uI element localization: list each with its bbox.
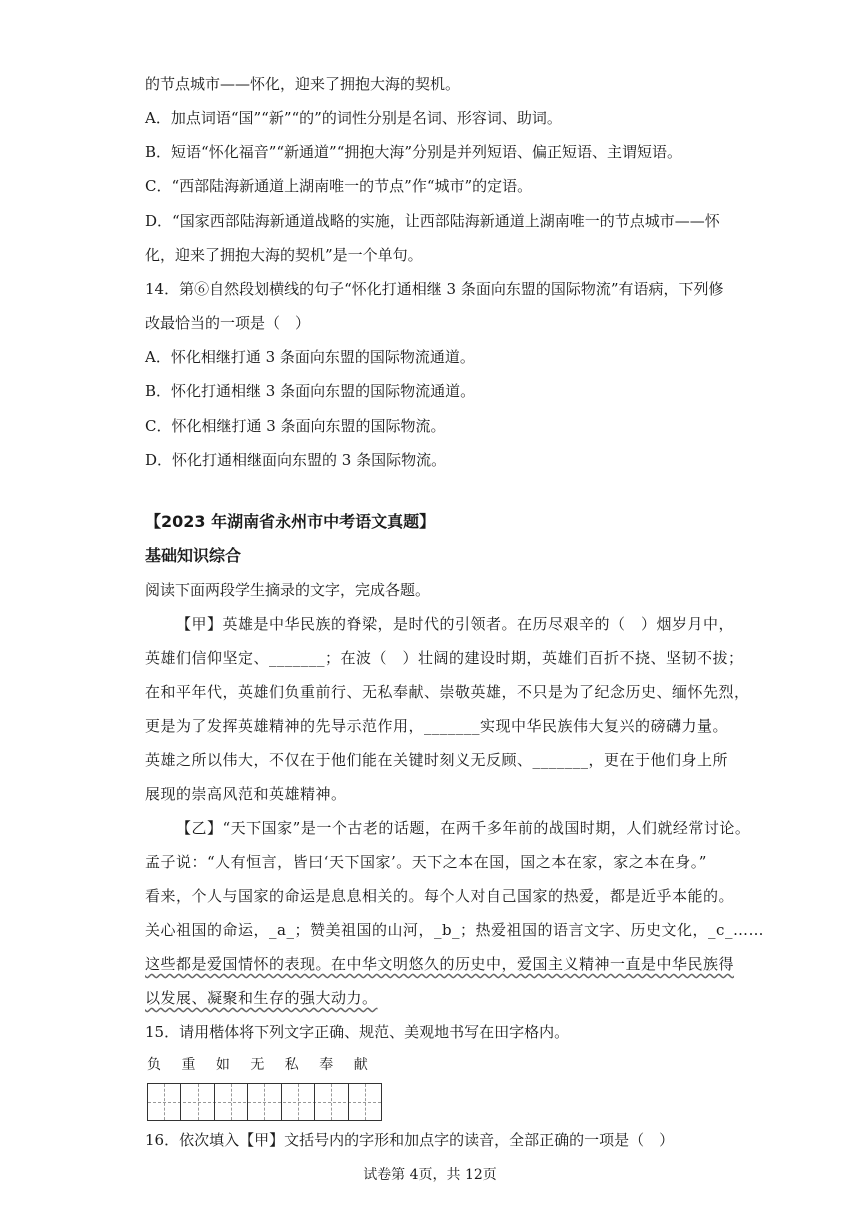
- grid-cell[interactable]: [148, 1084, 181, 1120]
- passage-yi-line: 关心祖国的命运，_a_；赞美祖国的山河，_b_；热爱祖国的语言文字、历史文化，_c_……: [145, 921, 764, 939]
- question-line: C．“西部陆海新通道上湖南唯一的节点”作“城市”的定语。: [145, 177, 533, 195]
- page-footer: 试卷第 4页，共 12页: [363, 1167, 497, 1183]
- question-line: 改最恰当的一项是（ ）: [145, 314, 311, 332]
- question-line: 化，迎来了拥抱大海的契机”是一个单句。: [145, 246, 423, 264]
- section-subtitle: 基础知识综合: [145, 546, 242, 565]
- question-line: D．怀化打通相继面向东盟的 3 条国际物流。: [145, 451, 447, 469]
- passage-jia-line: 在和平年代，英雄们负重前行、无私奉献、崇敬英雄，不只是为了纪念历史、缅怀先烈，: [145, 683, 750, 701]
- question-line: A．怀化相继打通 3 条面向东盟的国际物流通道。: [145, 348, 475, 366]
- passage-yi-underlined-line: 这些都是爱国情怀的表现。在中华文明悠久的历史中，爱国主义精神一直是中华民族得: [145, 955, 735, 973]
- passage-jia-line: 英雄们信仰坚定、_______；在波（ ）壮阔的建设时期，英雄们百折不挠、坚韧不拔；: [145, 649, 744, 667]
- question-line: D．“国家西部陆海新通道战略的实施，让西部陆海新通道上湖南唯一的节点城市——怀: [145, 212, 720, 230]
- question-16: 16．依次填入【甲】文括号内的字形和加点字的读音，全部正确的一项是（ ）: [145, 1131, 675, 1149]
- grid-cell[interactable]: [349, 1084, 381, 1120]
- grid-cell[interactable]: [181, 1084, 214, 1120]
- grid-cell[interactable]: [282, 1084, 315, 1120]
- passage-yi-line: 孟子说：“人有恒言，皆曰‘天下国家’。天下之本在国，国之本在家，家之本在身。”: [145, 853, 707, 871]
- passage-jia-line: 展现的崇高风范和英雄精神。: [145, 785, 347, 803]
- question-line: C．怀化相继打通 3 条面向东盟的国际物流。: [145, 417, 446, 435]
- grid-cell[interactable]: [215, 1084, 248, 1120]
- passage-jia-line: 【甲】英雄是中华民族的脊梁，是时代的引领者。在历尽艰辛的（ ）烟岁月中，: [176, 615, 735, 633]
- passage-yi-underlined-line: 以发展、凝聚和生存的强大动力。: [145, 989, 378, 1007]
- question-line: A．加点词语“国”“新”“的”的词性分别是名词、形容词、助词。: [145, 109, 562, 127]
- instruction-text: 阅读下面两段学生摘录的文字，完成各题。: [145, 581, 431, 599]
- passage-jia-line: 更是为了发挥英雄精神的先导示范作用，_______实现中华民族伟大复兴的磅礴力量。: [145, 717, 729, 735]
- tianzige-grid[interactable]: [147, 1083, 382, 1121]
- passage-jia-line: 英雄之所以伟大，不仅在于他们能在关键时刻义无反顾、_______，更在于他们身上所: [145, 751, 729, 769]
- question-line: 14．第⑥自然段划横线的句子“怀化打通相继 3 条面向东盟的国际物流”有语病，下列修: [145, 280, 724, 298]
- question-line: B．怀化打通相继 3 条面向东盟的国际物流通道。: [145, 382, 476, 400]
- section-title: 【2023 年湖南省永州市中考语文真题】: [145, 512, 436, 531]
- grid-cell[interactable]: [248, 1084, 281, 1120]
- question-line: B．短语“怀化福音”“新通道”“拥抱大海”分别是并列短语、偏正短语、主谓短语。: [145, 143, 683, 161]
- grid-cell[interactable]: [315, 1084, 348, 1120]
- passage-yi-line: 【乙】“天下国家”是一个古老的话题，在两千多年前的战国时期，人们就经常讨论。: [176, 819, 751, 837]
- question-line: 的节点城市——怀化，迎来了拥抱大海的契机。: [145, 75, 461, 93]
- question-15: 15．请用楷体将下列文字正确、规范、美观地书写在田字格内。: [145, 1023, 570, 1041]
- copy-characters: 负 重 如 无 私 奉 献: [147, 1057, 376, 1073]
- passage-yi-line: 看来，个人与国家的命运是息息相关的。每个人对自己国家的热爱，都是近乎本能的。: [145, 887, 735, 905]
